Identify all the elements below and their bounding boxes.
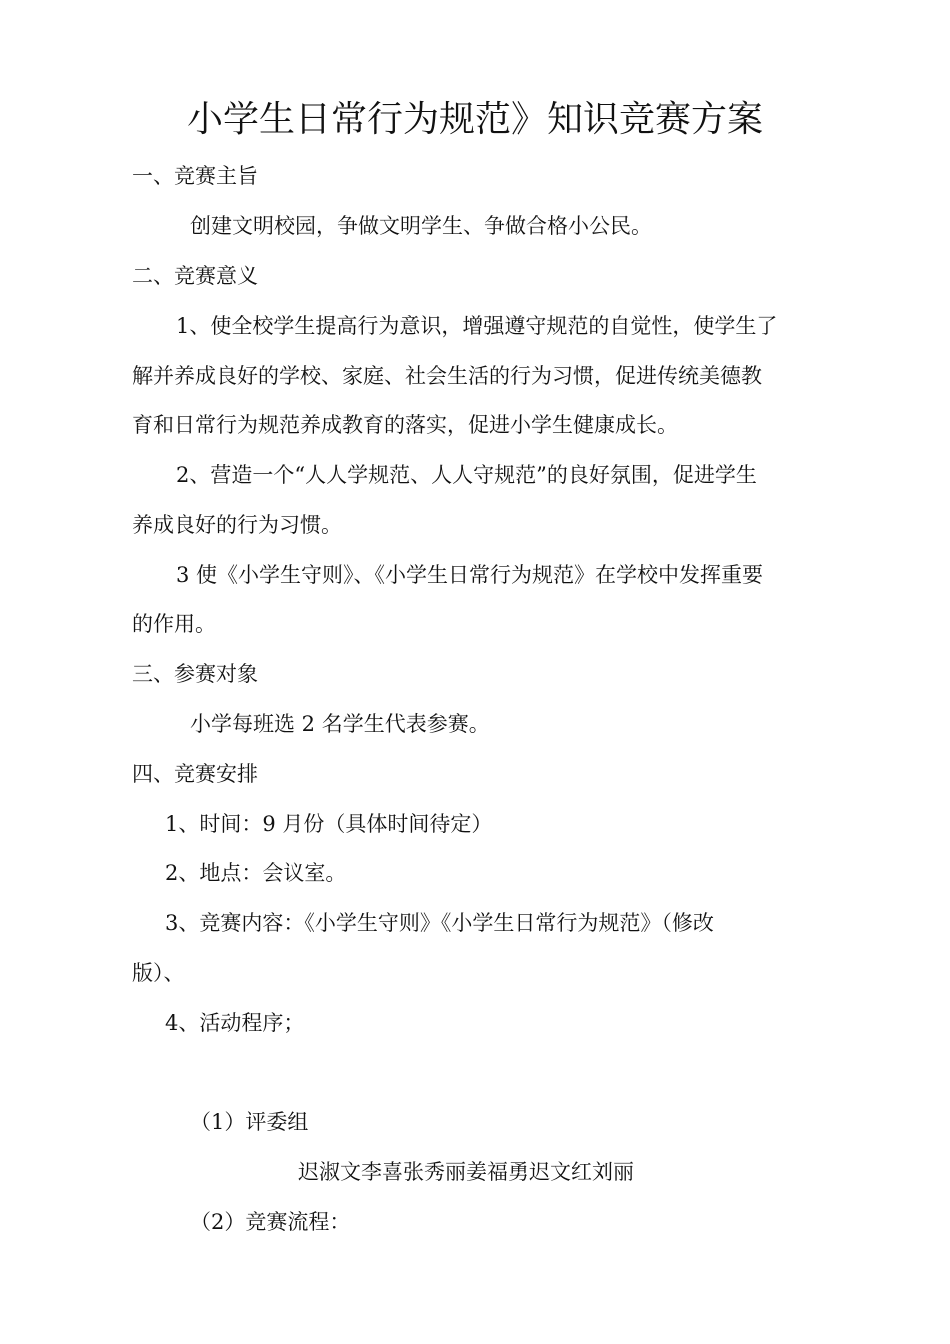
arrangement-content-line-2: 版）、: [132, 961, 185, 985]
competition-flow-heading: （2）竞赛流程：: [190, 1210, 351, 1234]
arrangement-content-line-1: 3、竞赛内容：《小学生守则》《小学生日常行为规范》（修改: [165, 911, 714, 935]
arrangement-procedure: 4、活动程序；: [165, 1011, 305, 1035]
judges-names: 迟淑文李喜张秀丽姜福勇迟文红刘丽: [298, 1160, 634, 1184]
judges-heading: （1）评委组: [190, 1110, 309, 1134]
section-heading-participants: 三、参赛对象: [132, 662, 258, 686]
significance-paragraph-3-line-1: 3 使《小学生守则》、《小学生日常行为规范》在学校中发挥重要: [176, 563, 764, 587]
document-title: 小学生日常行为规范》知识竞赛方案: [186, 99, 763, 140]
section-heading-arrangement: 四、竞赛安排: [132, 762, 258, 786]
arrangement-location: 2、地点：会议室。: [165, 861, 347, 885]
significance-paragraph-1-line-3: 育和日常行为规范养成教育的落实，促进小学生健康成长。: [132, 413, 678, 437]
arrangement-time: 1、时间：9 月份（具体时间待定）: [165, 812, 493, 836]
significance-paragraph-3-line-2: 的作用。: [132, 612, 216, 636]
section-heading-significance: 二、竞赛意义: [132, 264, 258, 288]
significance-paragraph-1-line-2: 解并养成良好的学校、家庭、社会生活的行为习惯，促进传统美德教: [132, 364, 762, 388]
significance-paragraph-2-line-1: 2、营造一个“人人学规范、人人守规范”的良好氛围，促进学生: [176, 463, 757, 487]
section-heading-purpose: 一、竞赛主旨: [132, 164, 258, 188]
purpose-text: 创建文明校园，争做文明学生、争做合格小公民。: [190, 214, 652, 238]
significance-paragraph-1-line-1: 1、使全校学生提高行为意识，增强遵守规范的自觉性，使学生了: [176, 314, 778, 338]
significance-paragraph-2-line-2: 养成良好的行为习惯。: [132, 513, 342, 537]
participants-text: 小学每班选 2 名学生代表参赛。: [190, 712, 490, 736]
